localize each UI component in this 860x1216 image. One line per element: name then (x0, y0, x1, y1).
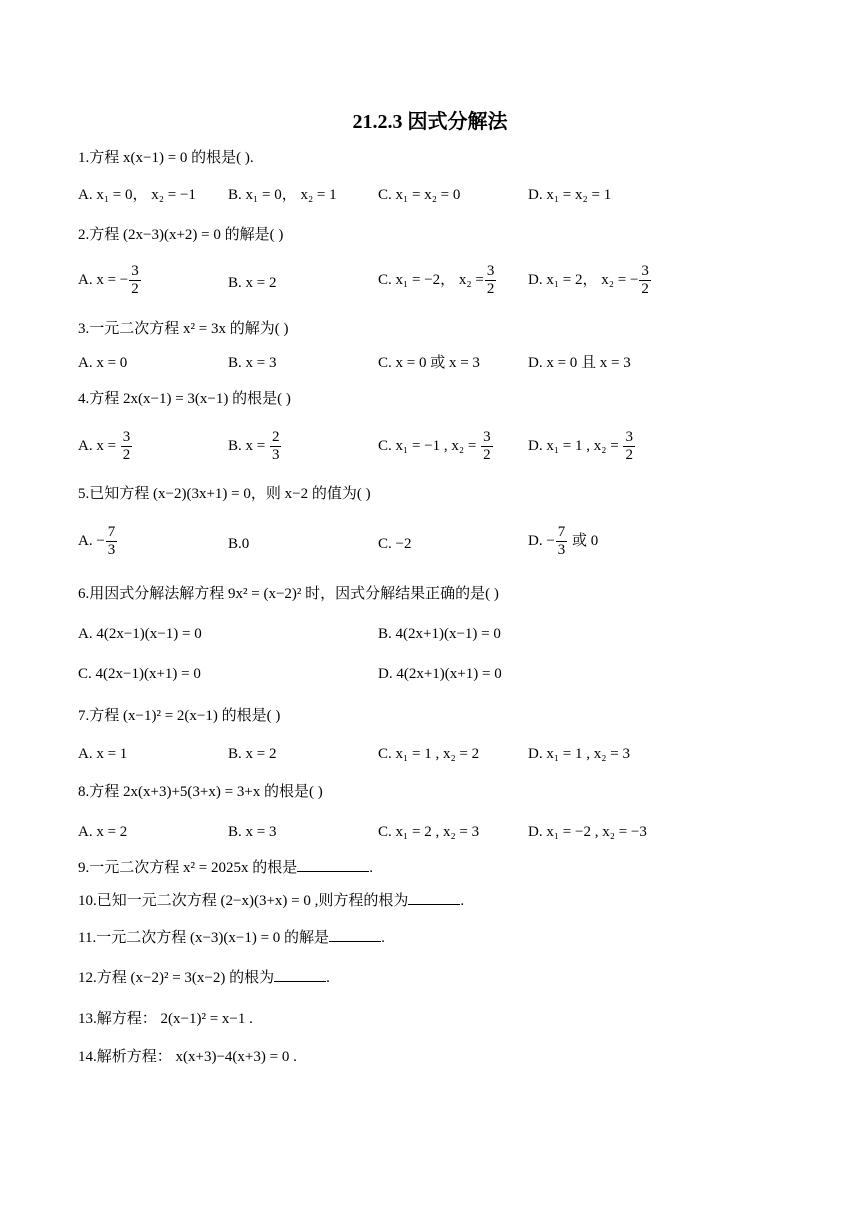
question-11-end: . (381, 930, 385, 946)
q1-option-b: B. x₁ = 0， x₂ = 1 (228, 187, 337, 203)
question-14: 14.解析方程： x(x+3)−4(x+3) = 0 . (78, 1049, 297, 1065)
q6-option-d: D. 4(2x+1)(x+1) = 0 (378, 666, 502, 682)
fraction-denominator: 3 (271, 447, 280, 463)
question-9 (78, 857, 373, 879)
q5-option-c: C. −2 (378, 536, 412, 552)
q7-option-d: D. x₁ = 1 , x₂ = 3 (528, 746, 630, 762)
q8-option-a: A. x = 2 (78, 824, 128, 840)
q2-option-d (528, 263, 652, 298)
answer-blank[interactable] (297, 857, 369, 872)
fraction (129, 263, 141, 298)
fraction-denominator: 2 (486, 281, 495, 297)
fraction-denominator: 2 (122, 447, 131, 463)
answer-blank[interactable] (408, 890, 460, 905)
q3-option-c: C. x = 0 或 x = 3 (378, 355, 480, 371)
question-10-text: 10.已知一元二次方程 (2−x)(3+x) = 0 ,则方程的根为 (78, 893, 409, 909)
fraction-denominator: 3 (557, 542, 566, 558)
fraction (623, 429, 635, 464)
fraction-numerator: 7 (557, 524, 566, 540)
q3-option-d: D. x = 0 且 x = 3 (528, 355, 631, 371)
q6-option-a: A. 4(2x−1)(x−1) = 0 (78, 626, 202, 642)
q4-option-c (378, 429, 494, 464)
fraction (481, 429, 493, 464)
question-13: 13.解方程： 2(x−1)² = x−1 . (78, 1011, 253, 1027)
question-3: 3.一元二次方程 x² = 3x 的解为( ) (78, 321, 289, 337)
question-2: 2.方程 (2x−3)(x+2) = 0 的解是( ) (78, 227, 284, 243)
q5-option-d-suffix: 或 0 (572, 532, 599, 549)
q2-option-c-text: C. x₁ = −2， x₂ = (378, 271, 484, 288)
question-10-end: . (460, 893, 465, 909)
q4-option-a (78, 429, 133, 464)
fraction (121, 429, 133, 464)
q5-option-d (528, 524, 598, 559)
q7-option-b: B. x = 2 (228, 746, 277, 762)
answer-blank[interactable] (274, 967, 326, 982)
fraction-denominator: 2 (641, 281, 649, 297)
question-12 (78, 967, 330, 989)
fraction-numerator: 3 (483, 429, 491, 445)
fraction (485, 263, 497, 298)
fraction-denominator: 2 (625, 447, 633, 463)
question-11 (78, 927, 385, 949)
question-6: 6.用因式分解法解方程 9x² = (x−2)² 时，因式分解结果正确的是( ) (78, 586, 499, 602)
q4-option-a-text: A. x = (78, 437, 117, 454)
q6-option-c: C. 4(2x−1)(x+1) = 0 (78, 666, 201, 682)
question-8: 8.方程 2x(x+3)+5(3+x) = 3+x 的根是( ) (78, 784, 323, 800)
question-4: 4.方程 2x(x−1) = 3(x−1) 的根是( ) (78, 391, 291, 407)
fraction-numerator: 3 (131, 263, 139, 279)
q3-option-a: A. x = 0 (78, 355, 128, 371)
question-7: 7.方程 (x−1)² = 2(x−1) 的根是( ) (78, 708, 281, 724)
question-1: 1.方程 x(x−1) = 0 的根是( ). (78, 150, 254, 166)
fraction-numerator: 3 (122, 429, 131, 445)
q1-option-a: A. x₁ = 0， x₂ = −1 (78, 187, 196, 203)
q5-option-b: B.0 (228, 536, 250, 552)
fraction-numerator: 7 (107, 524, 116, 540)
q2-option-a-text: A. x = − (78, 271, 129, 288)
q5-option-a-text: A. − (78, 532, 105, 549)
question-5: 5.已知方程 (x−2)(3x+1) = 0，则 x−2 的值为( ) (78, 486, 371, 502)
q4-option-b-text: B. x = (228, 437, 266, 454)
fraction-numerator: 3 (625, 429, 633, 445)
q1-option-d: D. x₁ = x₂ = 1 (528, 187, 612, 203)
question-9-text: 9.一元二次方程 x² = 2025x 的根是 (78, 860, 298, 876)
question-9-end: . (369, 860, 373, 876)
q4-option-d-text: D. x₁ = 1 , x₂ = (528, 437, 619, 454)
q4-option-c-text: C. x₁ = −1 , x₂ = (378, 437, 477, 454)
q4-option-d (528, 429, 636, 464)
q2-option-d-text: D. x₁ = 2， x₂ = − (528, 271, 639, 288)
q2-option-c (378, 263, 497, 298)
fraction-numerator: 3 (641, 263, 649, 279)
q6-option-b: B. 4(2x+1)(x−1) = 0 (378, 626, 501, 642)
q8-option-d: D. x₁ = −2 , x₂ = −3 (528, 824, 647, 840)
q5-option-d-text: D. − (528, 532, 555, 549)
question-11-text: 11.一元二次方程 (x−3)(x−1) = 0 的解是 (78, 930, 330, 946)
q8-option-c: C. x₁ = 2 , x₂ = 3 (378, 824, 480, 840)
q5-option-a (78, 524, 118, 559)
fraction-denominator: 2 (131, 281, 139, 297)
fraction-denominator: 3 (107, 542, 116, 558)
question-12-text: 12.方程 (x−2)² = 3(x−2) 的根为 (78, 970, 275, 986)
q2-option-b: B. x = 2 (228, 275, 277, 291)
q7-option-c: C. x₁ = 1 , x₂ = 2 (378, 746, 480, 762)
question-10 (78, 890, 464, 912)
fraction (106, 524, 118, 559)
q3-option-b: B. x = 3 (228, 355, 277, 371)
fraction (270, 429, 282, 464)
fraction-denominator: 2 (483, 447, 491, 463)
fraction (556, 524, 568, 559)
answer-blank[interactable] (329, 927, 381, 942)
fraction-numerator: 3 (486, 263, 495, 279)
q7-option-a: A. x = 1 (78, 746, 128, 762)
fraction-numerator: 2 (271, 429, 280, 445)
question-12-end: . (326, 970, 330, 986)
page-title: 21.2.3 因式分解法 (352, 111, 508, 133)
fraction (639, 263, 651, 298)
q2-option-a (78, 263, 142, 298)
q4-option-b (228, 429, 282, 464)
q8-option-b: B. x = 3 (228, 824, 277, 840)
q1-option-c: C. x₁ = x₂ = 0 (378, 187, 461, 203)
